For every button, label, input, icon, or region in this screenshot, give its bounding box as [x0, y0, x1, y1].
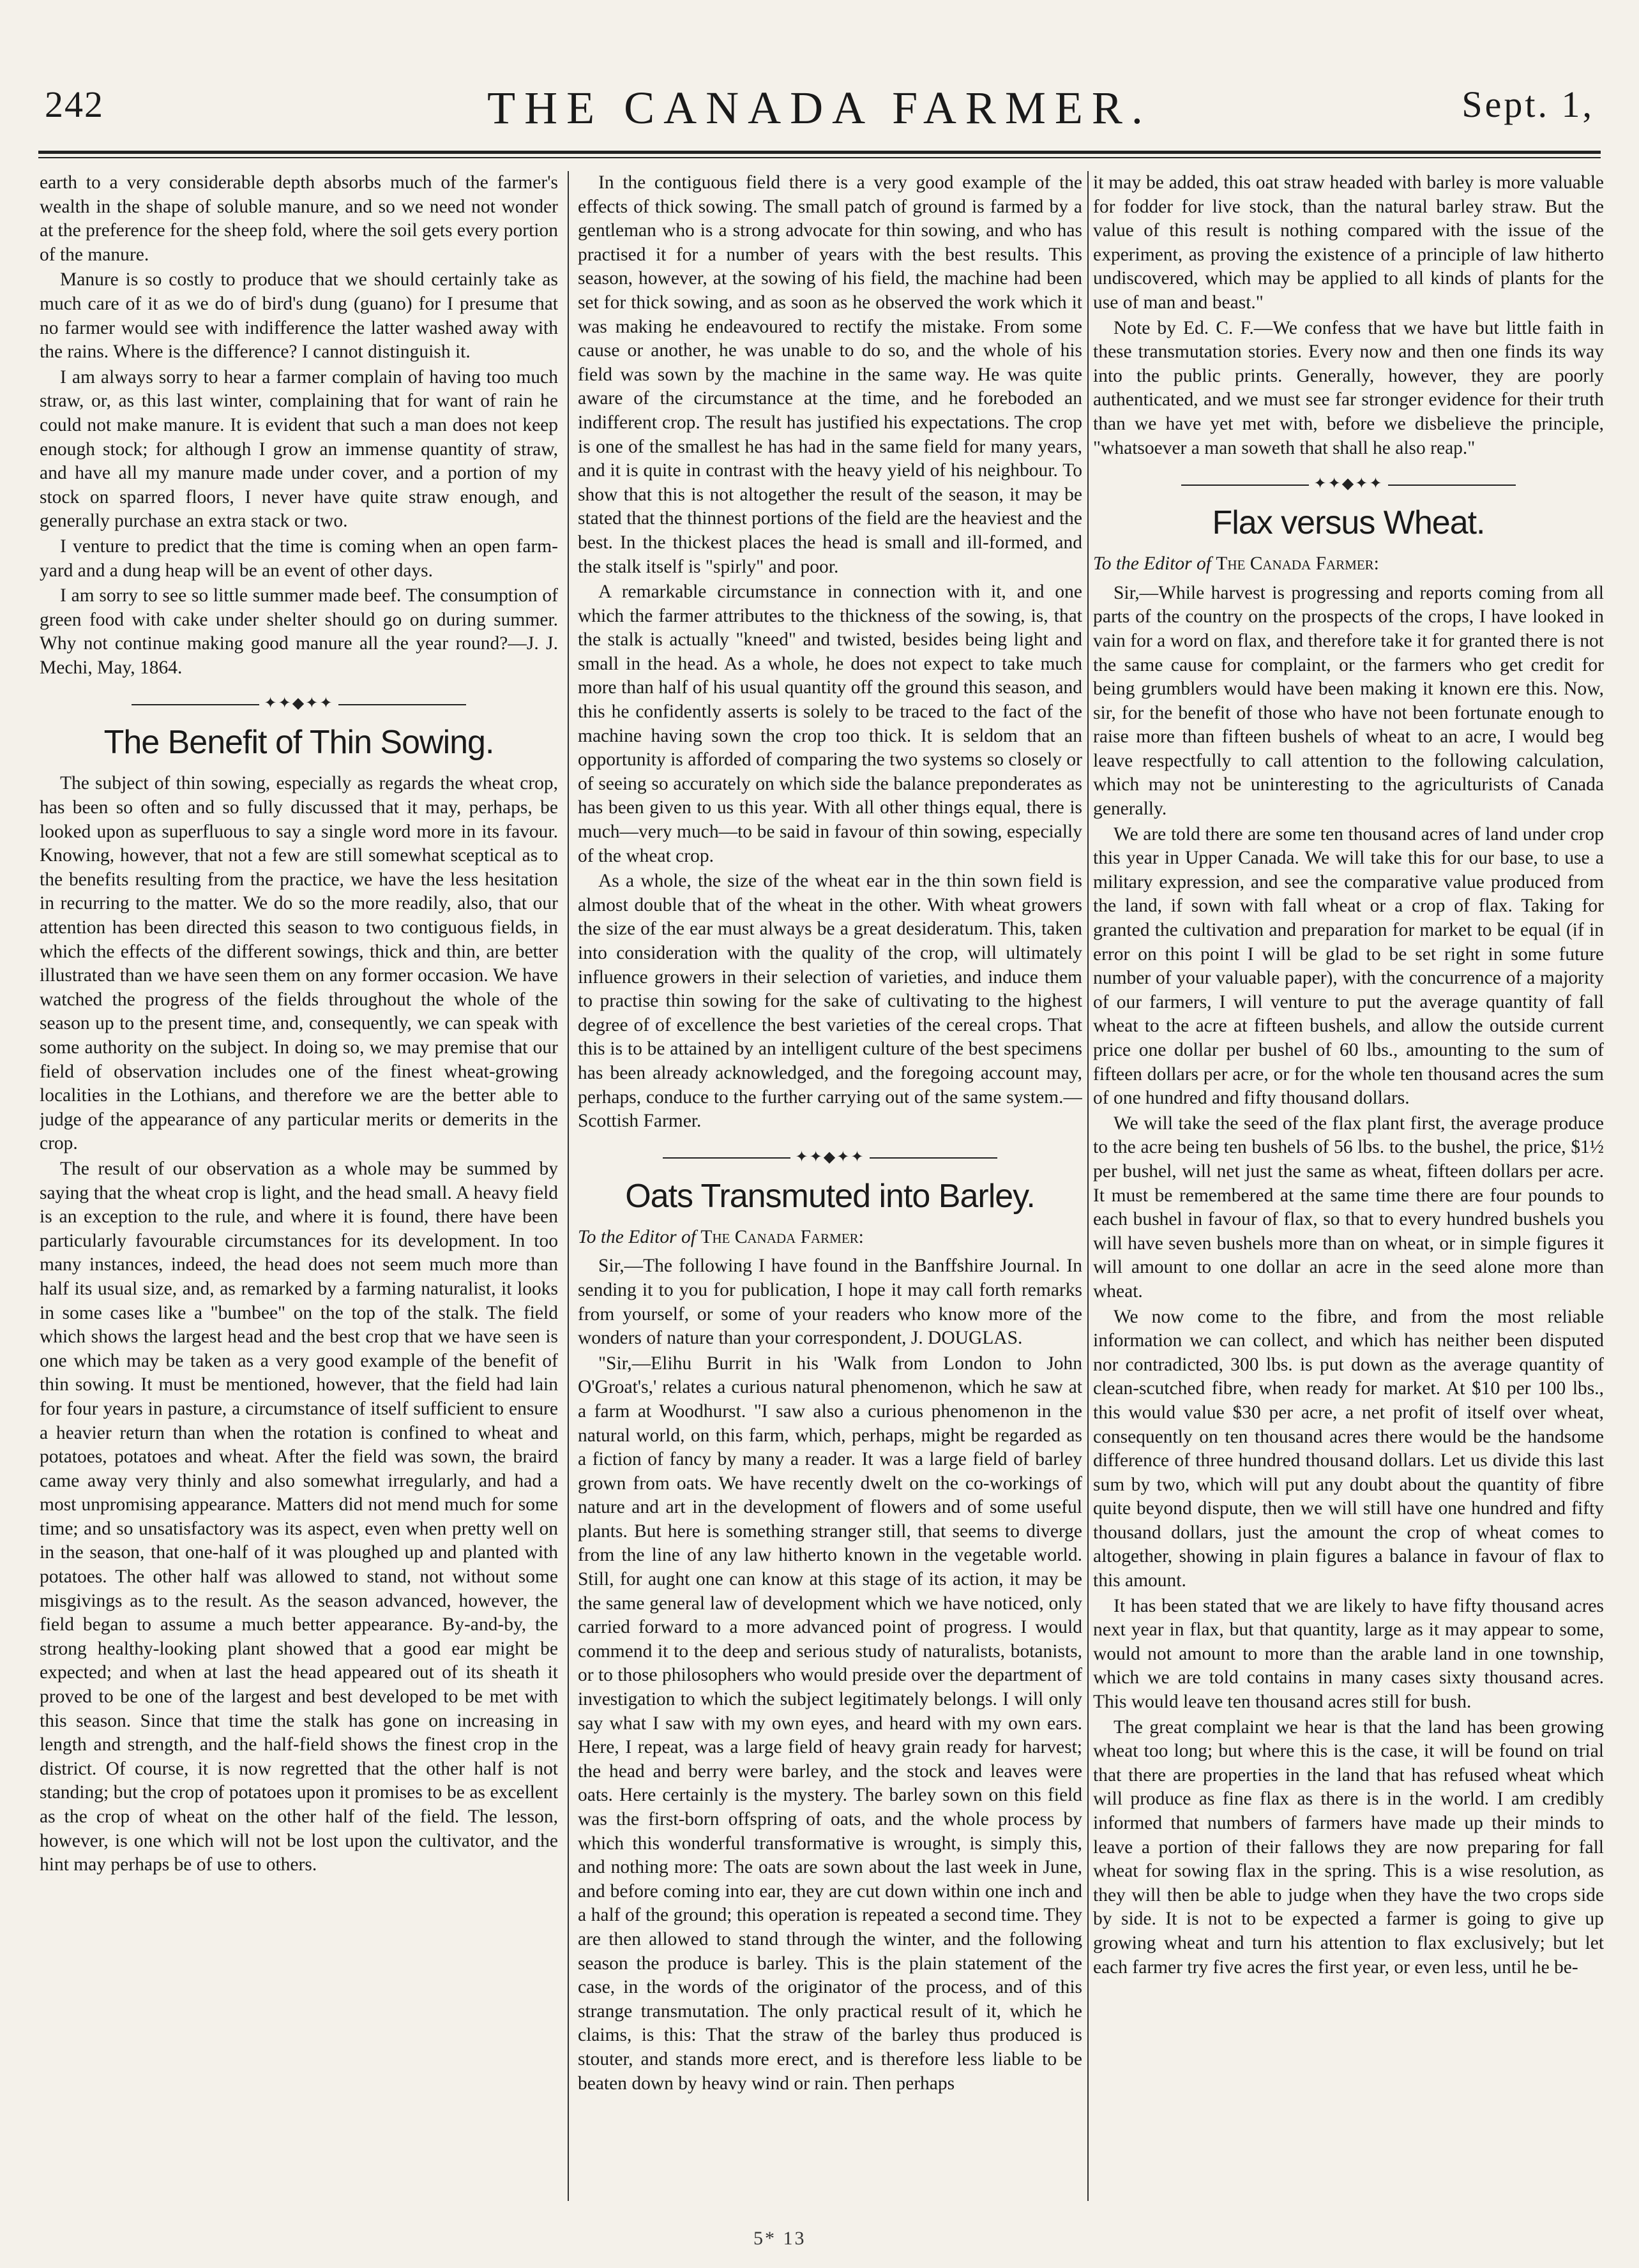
column-1	[40, 171, 558, 2201]
column-divider	[568, 171, 569, 2201]
section-ornament: ✦✦◆✦✦	[40, 694, 558, 713]
editor-address: To the Editor of The Canada Farmer:	[578, 1226, 864, 1247]
article-paragraph: it may be added, this oat straw headed with barley is more valuable for fodder for live stock, than the natural barley straw. But the value of this result is nothing compared with the issue of the experiment, as proving the existence of a principle of law hitherto undiscovered, which may be applied to all kinds of plants for the use of man and beast."	[1093, 172, 1604, 313]
masthead-rule	[38, 151, 1601, 154]
article-paragraph: I venture to predict that the time is coming when an open farm-yard and a dung heap will be an event of other days.	[40, 536, 558, 581]
article-paragraph: I am always sorry to hear a farmer complain of having too much straw, or, as this last winter, complaining that for want of rain he could not make manure. It is evident that such a man does not keep enough stock; for although I grow an immense quantity of straw, and have all my manure made under cover, and a portion of my stock on sparred floors, I never have quite straw enough, and generally purchase an extra stack or two.	[40, 366, 558, 532]
article-paragraph: Manure is so costly to produce that we should certainly take as much care of it as we do of bird's dung (guano) for I presume that no farmer would see with indifference the latter washed away with the rains. Where is the difference? I cannot distinguish it.	[40, 269, 558, 363]
masthead	[38, 77, 1601, 147]
article-paragraph: Note by Ed. C. F.—We confess that we have but little faith in these transmutation stories. Every now and then one finds its way into the public prints. Generally, however, they are poorly authenticated, and we must see far stronger evidence for their truth than we have yet met with, before we disbelieve the principle, "whatsoever a man soweth that shall he also reap."	[1093, 317, 1604, 458]
editor-address: To the Editor of The Canada Farmer:	[1093, 553, 1379, 575]
column-divider	[1087, 171, 1089, 2201]
article-heading: The Benefit of Thin Sowing.	[103, 724, 494, 762]
article-paragraph: I am sorry to see so little summer made beef. The consumption of green food with cake under shelter should go on during summer. Why not continue making good manure all the year round?—J. J. Mechi, May, 1864.	[40, 585, 558, 678]
article-paragraph: The subject of thin sowing, especially as regards the wheat crop, has been so often and so fully discussed that it may, perhaps, be looked upon as superfluous to say a single word more in its favour. Knowing, however, that not a few are still somewhat sceptical as to the benefits resulting from the practice, we have the less hesitation in recurring to the matter. We do so the more readily, also, that our attention has been directed this season to two contiguous fields, in which the effects of the different sowings, thick and thin, are better illustrated than we have seen them on any former occasion. We have watched the progress of the fields throughout the whole of the season up to the present time, and, consequently, we can speak with some authority on the subject. In doing so, we may premise that our field of observation includes one of the finest wheat-growing localities in the Lothians, and therefore we are the better able to judge of the appearance of any particular merits or demerits in the crop.	[40, 773, 558, 1154]
article-paragraph: As a whole, the size of the wheat ear in the thin sown field is almost double that of the wheat in the other. With wheat growers the size of the ear must always be a great desideratum. This, taken into consideration with the quality of the crop, will ultimately influence growers in their selection of varieties, and induce them to practise thin sowing for the sake of cultivating to the highest degree of of excellence the best varieties of the cereal crops. That this is to be attained by an intelligent culture of the best specimens has been already acknowledged, and the foregoing account may, perhaps, conduce to the further carrying out of the same system.—Scottish Farmer.	[578, 871, 1082, 1132]
article-paragraph: Sir,—The following I have found in the Banffshire Journal. In sending it to you for publication, I hope it may call forth remarks from yourself, or some of your readers who know more of the wonders of nature than your correspondent, J. DOUGLAS.	[578, 1256, 1082, 1349]
article-paragraph: "Sir,—Elihu Burrit in his 'Walk from London to John O'Groat's,' relates a curious natural phenomenon, which he saw at a farm at Woodhurst. "I saw also a curious phenomenon in the natural world, on this farm, which, perhaps, might be regarded as a fiction of fancy by many a reader. It was a large field of barley grown from oats. We have recently dwelt on the co-workings of nature and art in the development of flowers and of some useful plants. But here is something stranger still, that seems to diverge from the line of any law hitherto known in the vegetable world. Still, for aught one can know at this stage of its action, it may be the same general law of development which we have noticed, only carried forward to a more advanced point of progress. I would commend it to the deep and serious study of naturalists, botanists, or to those philosophers who would preside over the department of investigation to which the subject legitimately belongs. I will only say what I saw with my own eyes, and heard with my own ears. Here, I repeat, was a large field of heavy grain ready for harvest; the head and berry were barley, and the stock and leaves were oats. Here certainly is the mystery. The barley sown on this field was the first-born offspring of oats, and the whole process by which this wonderful transformative is wrought, is simply this, and nothing more: The oats are sown about the last week in June, and before coming into ear, they are cut down within one inch and a half of the ground; this operation is repeated a second time. They are then allowed to stand through the winter, and the following season the produce is barley. This is the plain statement of the case, in the words of the originator of the process, and of this strange transmutation. The only practical result of it, which he claims, is this: That the straw of the barley thus produced is stouter, and stands more erect, and is therefore less liable to be beaten down by heavy wind or rain. Then perhaps	[578, 1353, 1082, 2094]
article-paragraph: In the contiguous field there is a very good example of the effects of thick sowing. The small patch of ground is farmed by a gentleman who is a strong advocate for thin sowing, and who has practised it for a number of years with the best results. This season, however, at the sowing of his field, the machine had been set for thick sowing, and as soon as he observed the work which it was making he endeavoured to rectify the mistake. From some cause or another, he was unable to do so, and the whole of his field was sown by the machine in the same way. He was quite aware of the circumstance at the time, and he foreboded an indifferent crop. The result has justified his expectations. The crop is one of the smallest he has had in the same field for many years, and it is quite in contrast with the heavy yield of his neighbour. To show that this is not altogether the result of the season, it may be stated that the thinnest portions of the field are the heaviest and the best. In the thickest places the head is small and ill-formed, and the stalk itself is "spirly" and poor.	[578, 172, 1082, 577]
article-paragraph: It has been stated that we are likely to have fifty thousand acres next year in flax, but that quantity, large as it may appear to some, would not amount to more than the arable land in one township, which we are told contains in many cases sixty thousand acres. This would leave ten thousand acres still for bush.	[1093, 1595, 1604, 1713]
section-ornament: ✦✦◆✦✦	[1093, 474, 1604, 493]
article-heading: Oats Transmuted into Barley.	[625, 1177, 1035, 1215]
section-ornament: ✦✦◆✦✦	[578, 1148, 1082, 1167]
article-paragraph: We now come to the fibre, and from the most reliable information we can collect, and which has neither been disputed nor contradicted, 300 lbs. is put down as the average quantity of clean-scutched fibre, when ready for market. At $10 per 100 lbs., this would value $30 per acre, a net profit of itself over wheat, consequently on ten thousand acres there would be the handsome difference of three hundred thousand dollars. Let us divide this last sum by two, which will put any doubt about the quantity of fibre quite beyond dispute, then we will still have one hundred and fifty thousand dollars, just the amount the crop of wheat comes to altogether, showing in plain figures a balance in favour of flax to this amount.	[1093, 1306, 1604, 1591]
article-paragraph: The great complaint we hear is that the land has been growing wheat too long; but where this is the case, it will be found on trial that there are properties in the land that has refused wheat which will produce as fine flax as there is in the world. I am credibly informed that numbers of farmers have made up their minds to leave a portion of their fallows they are now preparing for fall wheat for sowing flax in the spring. This is a wise resolution, as they will then be able to judge when they have the two crops side by side. It is not to be expected a farmer is going to give up growing wheat and turn his attention to flax exclusively; but let each farmer try five acres the first year, or even less, until he be-	[1093, 1716, 1604, 1978]
article-heading: Flax versus Wheat.	[1212, 504, 1485, 542]
footer-mark: 5* 13	[753, 2228, 806, 2249]
article-paragraph: A remarkable circumstance in connection with it, and one which the farmer attributes to the thickness of the sowing, is, that the stalk is actually "kneed" and twisted, besides being light and small in the head. As a whole, he does not expect to take much more than half of his usual quantity off the ground this season, and this he confidently asserts is solely to be traced to the fact of the machine having sown the crop too thick. It is seldom that an opportunity is afforded of comparing the two systems so closely or of seeing so accurately on which side the balance preponderates as has been given to us this year. With all other things equal, there is much—very much—to be said in favour of thin sowing, especially of the wheat crop.	[578, 582, 1082, 866]
masthead-rule-thin	[38, 157, 1601, 158]
issue-date: Sept. 1,	[1462, 84, 1594, 125]
article-paragraph: Sir,—While harvest is progressing and reports coming from all parts of the country on the prospects of the crops, I have looked in vain for a word on flax, and therefore take it for granted there is not the same cause for complaint, or the farmers who get credit for being grumblers would have been making it known ere this. Now, sir, for the benefit of those who have not been fortunate enough to raise more than fifteen bushels of wheat to an acre, I would beg leave respectfully to call attention to the following calculation, which may not be uninteresting to the agriculturists of Canada generally.	[1093, 582, 1604, 820]
column-3	[1093, 171, 1604, 2201]
article-paragraph: The result of our observation as a whole may be summed by saying that the wheat crop is light, and the head small. A heavy field is an exception to the rule, and where it is found, there have been particularly favourable circumstances for its development. In too many instances, indeed, the head does not seem much more than half its usual size, and, as remarked by a farming naturalist, it looks in some cases like a "bumbee" on the top of the stalk. The field which shows the largest head and the best crop that we have seen is one which may be taken as a very good example of the benefit of thin sowing. It must be mentioned, however, that the field had lain for four years in pasture, a circumstance of itself sufficient to ensure a heavier return than when the rotation is confined to wheat and potatoes, potatoes and wheat. After the field was sown, the braird came away very thinly and also somewhat irregularly, and had a most unpromising appearance. Matters did not mend much for some time; and so unsatisfactory was its aspect, even when pretty well on in the season, that one-half of it was ploughed up and planted with potatoes. The other half was allowed to stand, not without some misgivings as to the result. As the season advanced, however, the field began to assume a much better appearance. By-and-by, the strong healthy-looking plant showed that a good ear might be expected; and when at last the head appeared out of its sheath it proved to be one of the largest and best developed to be met with this season. Since that time the stalk has gone on increasing in length and strength, and the half-field shows the finest crop in the district. Of course, it is now regretted that the other half is not standing; but the crop of potatoes upon it promises to be as excellent as the crop of wheat on the other half of the field. The lesson, however, is one which will not be lost upon the cultivator, and the hint may perhaps be of use to others.	[40, 1158, 558, 1875]
article-paragraph: We will take the seed of the flax plant first, the average produce to the acre being ten bushels of 56 lbs. to the bushel, the price, $1½ per bushel, will net just the same as wheat, fifteen dollars per acre. It must be remembered at the same time there are four pounds to each bushel in favour of flax, so that to every hundred bushels you will have seven bushels more than on wheat, or in simple figures it will amount to one dollar an acre in the seed alone more than wheat.	[1093, 1113, 1604, 1302]
article-paragraph: earth to a very considerable depth absorbs much of the farmer's wealth in the shape of soluble manure, and so we need not wonder at the preference for the sheep fold, where the soil gets every portion of the manure.	[40, 172, 558, 265]
column-2	[578, 171, 1082, 2201]
page-number: 242	[45, 84, 104, 125]
article-paragraph: We are told there are some ten thousand acres of land under crop this year in Upper Canada. We will take this for our base, to use a military expression, and see the comparative value produced from the land, if sown with fall wheat or a crop of flax. Taking for granted the cultivation and preparation for market to be equal (if in error on this point I will be glad to be set right in some future number of your valuable paper), with the concurrence of a majority of our farmers, I will venture to put the average quantity of fall wheat to the acre at fifteen bushels, and allow the outside current price one dollar per bushel of 60 lbs., amounting to the sum of fifteen dollars per acre, or for the whole ten thousand acres the sum of one hundred and fifty thousand dollars.	[1093, 823, 1604, 1109]
newspaper-title: THE CANADA FARMER.	[487, 82, 1152, 133]
